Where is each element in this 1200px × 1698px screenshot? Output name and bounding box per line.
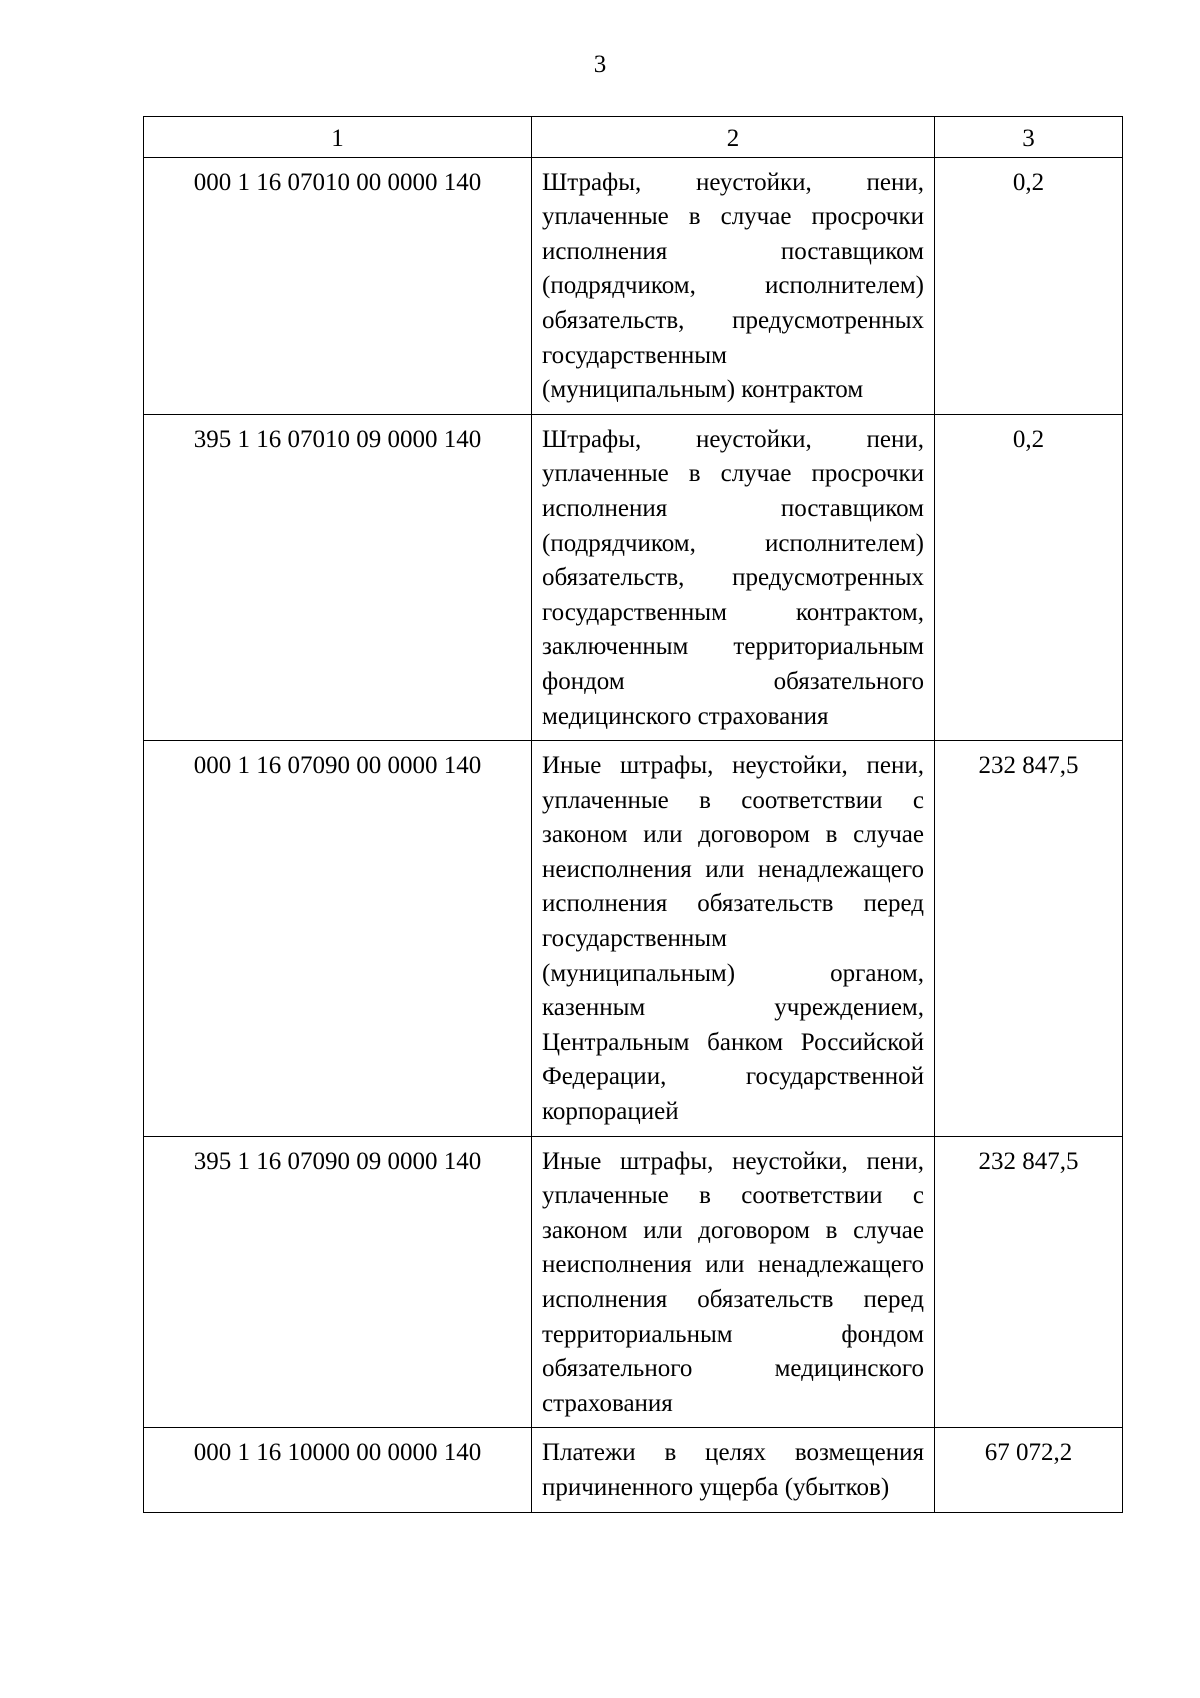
column-header-3: 3: [935, 117, 1123, 158]
table-row: [144, 1136, 1123, 1428]
column-header-1: 1: [144, 117, 532, 158]
table-row: [144, 741, 1123, 1137]
table-header-row: [144, 117, 1123, 158]
description-cell: Иные штрафы, неустойки, пени, уплаченные в соответствии с законом или договором в случае неисполнения или ненадлежащего исполнения обязательств перед государственным (муниципальным) органом, казенным учреждением, Центральным банком Российской Федерации, государственной корпорацией: [532, 741, 935, 1137]
budget-code-cell: 000 1 16 07010 00 0000 140: [144, 157, 532, 414]
table-row: [144, 1428, 1123, 1512]
budget-code-cell: 395 1 16 07010 09 0000 140: [144, 414, 532, 740]
amount-cell: 67 072,2: [935, 1428, 1123, 1512]
page-number: 3: [593, 51, 607, 78]
amount-cell: 0,2: [935, 414, 1123, 740]
budget-code-cell: 000 1 16 07090 00 0000 140: [144, 741, 532, 1137]
budget-code-cell: 395 1 16 07090 09 0000 140: [144, 1136, 532, 1428]
description-cell: Иные штрафы, неустойки, пени, уплаченные в соответствии с законом или договором в случае неисполнения или ненадлежащего исполнения обязательств перед территориальным фондом обязательного медицинского страхования: [532, 1136, 935, 1428]
amount-cell: 0,2: [935, 157, 1123, 414]
amount-cell: 232 847,5: [935, 1136, 1123, 1428]
description-cell: Платежи в целях возмещения причиненного ущерба (убытков): [532, 1428, 935, 1512]
table-row: [144, 414, 1123, 740]
amount-cell: 232 847,5: [935, 741, 1123, 1137]
column-header-2: 2: [532, 117, 935, 158]
table-row: [144, 157, 1123, 414]
description-cell: Штрафы, неустойки, пени, уплаченные в случае просрочки исполнения поставщиком (подрядчиком, исполнителем) обязательств, предусмотренных государственным (муниципальным) контрактом: [532, 157, 935, 414]
budget-code-cell: 000 1 16 10000 00 0000 140: [144, 1428, 532, 1512]
revenue-table: [143, 116, 1123, 1513]
description-cell: Штрафы, неустойки, пени, уплаченные в случае просрочки исполнения поставщиком (подрядчиком, исполнителем) обязательств, предусмотренных государственным контрактом, заключенным территориальным фондом обязательного медицинского страхования: [532, 414, 935, 740]
